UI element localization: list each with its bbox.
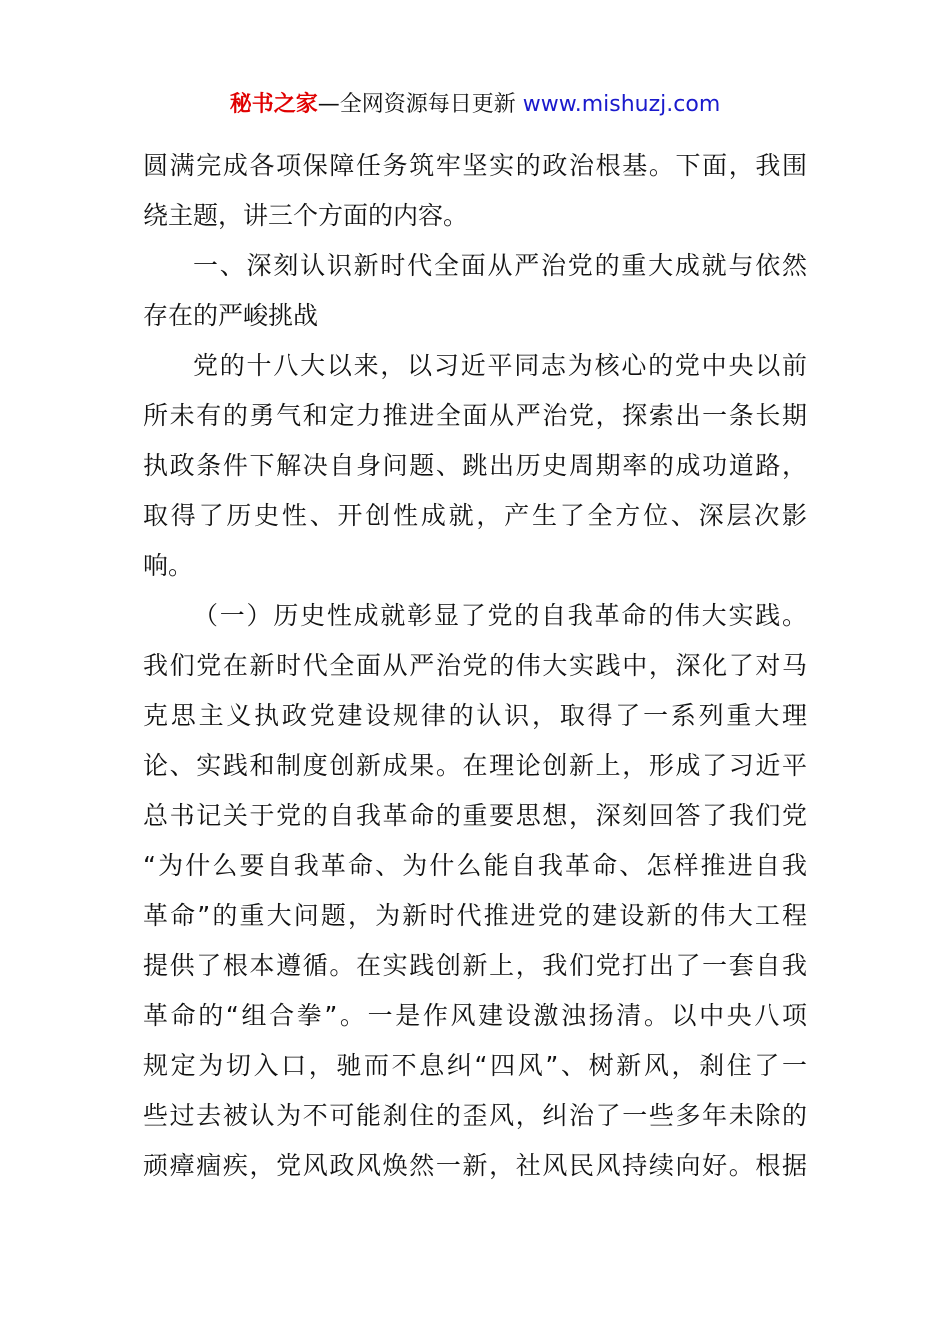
text-line: 顽瘴痼疾，党风政风焕然一新，社风民风持续向好。根据 bbox=[143, 1151, 807, 1180]
text-line: 我们党在新时代全面从严治党的伟大实践中，深化了对马 bbox=[143, 651, 807, 680]
brand-name: 秘书之家 bbox=[229, 92, 318, 117]
text-line: 些过去被认为不可能刹住的歪风，纠治了一些多年未除的 bbox=[143, 1101, 807, 1130]
subsection-heading-line: （一）历史性成就彰显了党的自我革命的伟大实践。 bbox=[193, 601, 807, 630]
text-line: 论、实践和制度创新成果。在理论创新上，形成了习近平 bbox=[143, 751, 807, 780]
text-line: 所未有的勇气和定力推进全面从严治党，探索出一条长期 bbox=[143, 401, 807, 430]
header-tagline: —全网资源每日更新 bbox=[317, 92, 523, 117]
text-line: 规定为切入口，驰而不息纠“四风”、树新风，刹住了一 bbox=[143, 1051, 807, 1080]
text-line: 执政条件下解决自身问题、跳出历史周期率的成功道路， bbox=[143, 451, 807, 480]
text-line: 提供了根本遵循。在实践创新上，我们党打出了一套自我 bbox=[143, 951, 807, 980]
page-header bbox=[0, 88, 950, 122]
text-line: 绕主题，讲三个方面的内容。 bbox=[143, 201, 469, 230]
section-heading-line: 一、深刻认识新时代全面从严治党的重大成就与依然 bbox=[193, 251, 807, 280]
text-line: 党的十八大以来，以习近平同志为核心的党中央以前 bbox=[193, 351, 807, 380]
text-line: 革命”的重大问题，为新时代推进党的建设新的伟大工程 bbox=[143, 901, 807, 930]
text-line: 总书记关于党的自我革命的重要思想，深刻回答了我们党 bbox=[143, 801, 807, 830]
text-line: 响。 bbox=[143, 551, 194, 580]
text-line: 取得了历史性、开创性成就，产生了全方位、深层次影 bbox=[143, 501, 807, 530]
site-url-link[interactable]: www.mishuzj.com bbox=[522, 92, 721, 117]
document-body bbox=[143, 141, 807, 1191]
section-heading-line: 存在的严峻挑战 bbox=[143, 301, 319, 330]
text-line: 克思主义执政党建设规律的认识，取得了一系列重大理 bbox=[143, 701, 807, 730]
text-line: 革命的“组合拳”。一是作风建设激浊扬清。以中央八项 bbox=[143, 1001, 807, 1030]
text-line: “为什么要自我革命、为什么能自我革命、怎样推进自我 bbox=[143, 851, 807, 880]
text-line: 圆满完成各项保障任务筑牢坚实的政治根基。下面，我围 bbox=[143, 151, 807, 180]
